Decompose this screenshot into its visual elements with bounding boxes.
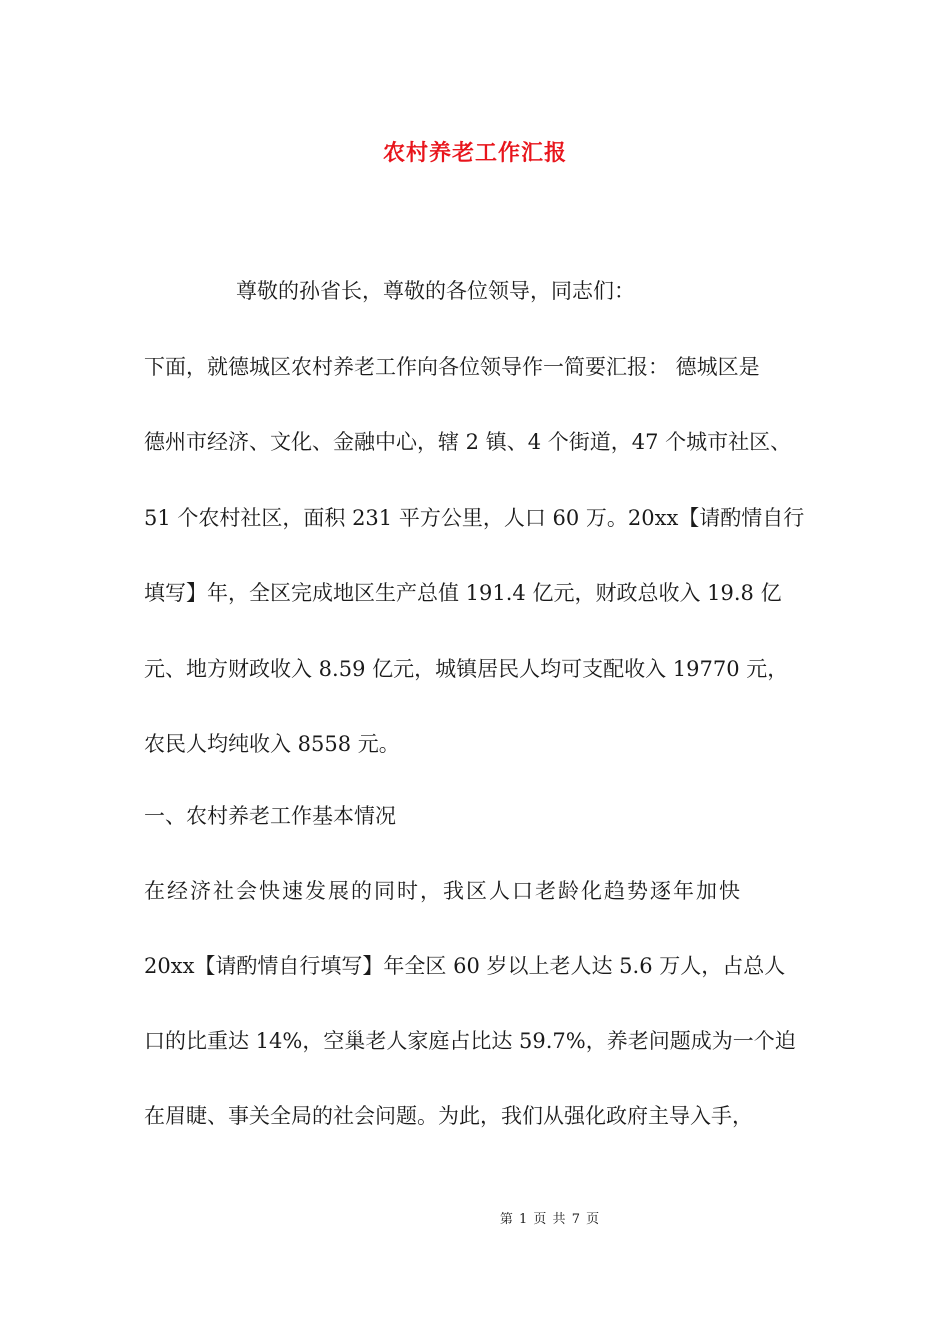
body-line: 农民人均纯收入 8558 元。: [144, 732, 400, 756]
body-line: 51 个农村社区，面积 231 平方公里，人口 60 万。20xx【请酌情自行: [144, 506, 805, 530]
body-line: 20xx【请酌情自行填写】年全区 60 岁以上老人达 5.6 万人，占总人: [144, 954, 786, 978]
section-heading: 一、农村养老工作基本情况: [144, 804, 396, 828]
body-line: 在眉睫、事关全局的社会问题。为此，我们从强化政府主导入手，: [144, 1104, 753, 1128]
body-line: 填写】年，全区完成地区生产总值 191.4 亿元，财政总收入 19.8 亿: [144, 581, 782, 605]
body-line: 元、地方财政收入 8.59 亿元，城镇居民人均可支配收入 19770 元，: [144, 657, 789, 681]
body-line: 在经济社会快速发展的同时，我区人口老龄化趋势逐年加快: [144, 879, 742, 903]
body-line: 德州市经济、文化、金融中心，辖 2 镇、4 个街道，47 个城市社区、: [144, 430, 792, 454]
greeting-line: 尊敬的孙省长，尊敬的各位领导，同志们：: [236, 279, 635, 303]
document-title: 农村养老工作汇报: [382, 140, 567, 166]
body-line: 下面，就德城区农村养老工作向各位领导作一简要汇报： 德城区是: [144, 355, 760, 379]
body-line: 口的比重达 14%，空巢老人家庭占比达 59.7%，养老问题成为一个迫: [144, 1029, 796, 1053]
page-footer: 第 1 页 共 7 页: [499, 1212, 601, 1227]
